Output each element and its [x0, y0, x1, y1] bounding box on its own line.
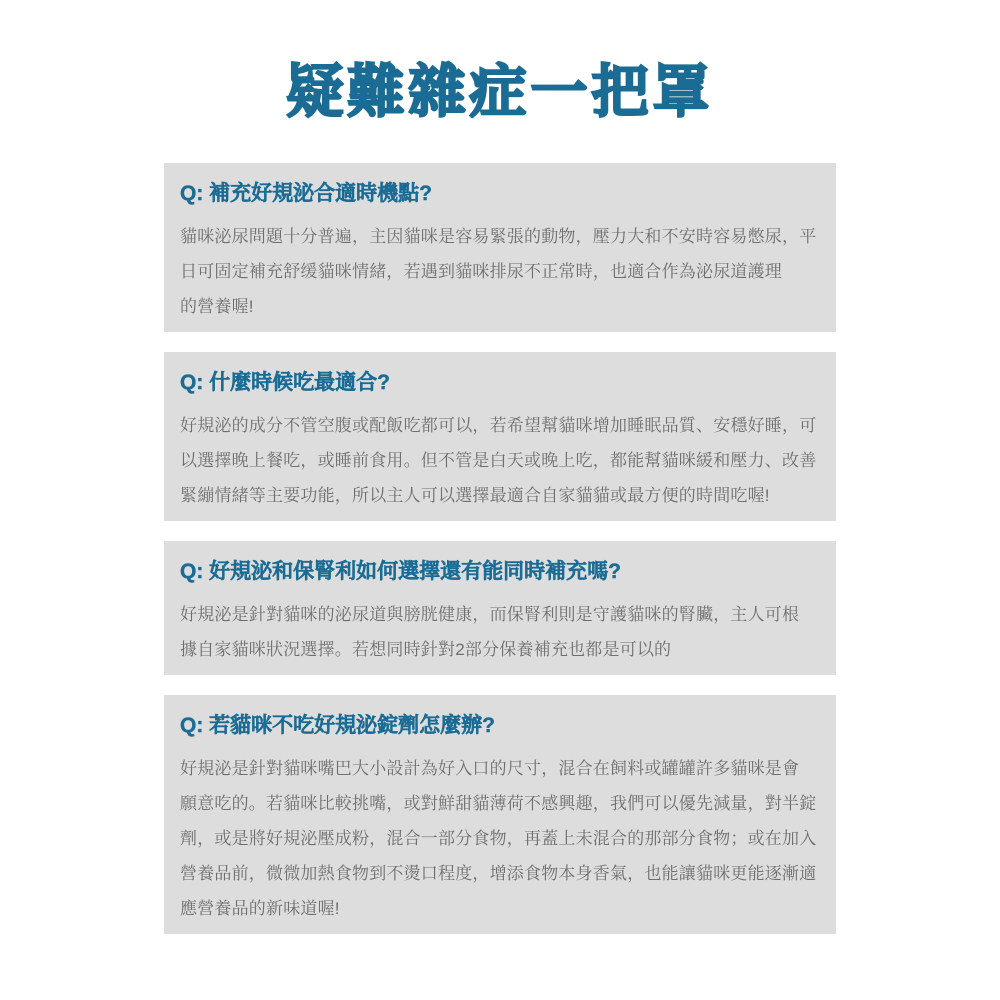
faq-answer-line: 應營養品的新味道喔! — [180, 899, 340, 918]
faq-answer-line: 據自家貓咪狀況選擇。若想同時針對2部分保養補充也都是可以的 — [180, 640, 672, 659]
faq-card-refuse-tablet — [164, 695, 836, 934]
faq-question: Q: 什麼時候吃最適合? — [180, 371, 390, 394]
faq-answer-line: 願意吃的。若貓咪比較挑嘴，或對鮮甜貓薄荷不感興趣，我們可以優先減量，對半錠 — [180, 794, 817, 813]
faq-question: Q: 若貓咪不吃好規泌錠劑怎麼辦? — [180, 714, 495, 737]
faq-answer-line: 緊繃情緒等主要功能，所以主人可以選擇最適合自家貓貓或最方便的時間吃喔! — [180, 486, 770, 505]
faq-card-timing — [164, 163, 836, 332]
faq-question: Q: 好規泌和保腎利如何選擇還有能同時補充嗎? — [180, 560, 621, 583]
faq-answer-line: 劑，或是將好規泌壓成粉，混合一部分食物，再蓋上未混合的那部分食物；或在加入 — [180, 829, 817, 848]
faq-answer-line: 貓咪泌尿問題十分普遍，主因貓咪是容易緊張的動物，壓力大和不安時容易憋尿，平 — [180, 227, 817, 246]
faq-answer-line: 好規泌的成分不管空腹或配飯吃都可以，若希望幫貓咪增加睡眠品質、安穩好睡，可 — [180, 416, 817, 435]
faq-page — [0, 60, 1000, 1000]
faq-answer-line: 好規泌是針對貓咪嘴巴大小設計為好入口的尺寸，混合在飼料或罐罐許多貓咪是會 — [180, 759, 800, 778]
faq-answer-line: 日可固定補充舒缓貓咪情緒，若遇到貓咪排尿不正常時，也適合作為泌尿道護理 — [180, 262, 782, 281]
faq-answer-line: 營養品前，微微加熱食物到不燙口程度，增添食物本身香氣，也能讓貓咪更能逐漸適 — [180, 864, 817, 883]
faq-answer-line: 好規泌是針對貓咪的泌尿道與膀胱健康，而保腎利則是守護貓咪的腎臟，主人可根 — [180, 605, 800, 624]
faq-card-when-to-eat — [164, 352, 836, 521]
faq-answer-line: 的營養喔! — [180, 297, 254, 316]
faq-question: Q: 補充好規泌合適時機點? — [180, 182, 432, 205]
faq-card-product-choice — [164, 541, 836, 675]
page-title: 疑難雜症一把罩 — [286, 60, 714, 124]
faq-answer-line: 以選擇晚上餐吃，或睡前食用。但不管是白天或晚上吃，都能幫貓咪緩和壓力、改善 — [180, 451, 817, 470]
